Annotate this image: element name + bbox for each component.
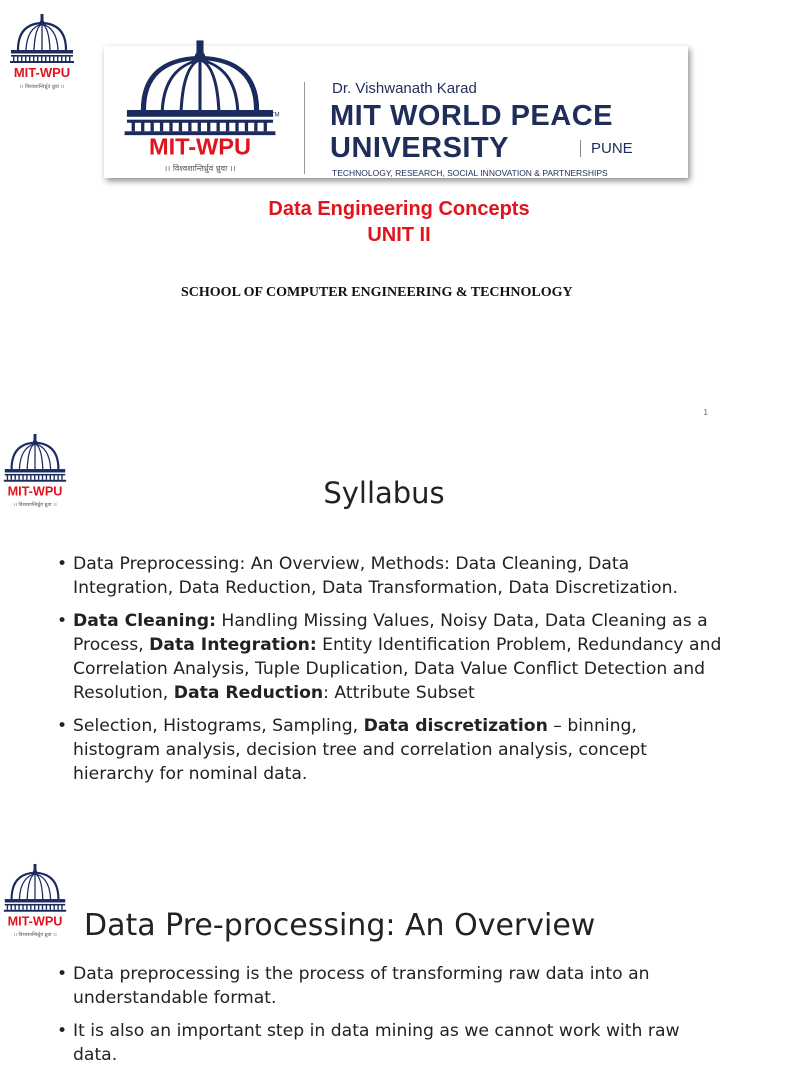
banner-subtitle: Dr. Vishwanath Karad	[332, 80, 477, 97]
bullet-item	[57, 552, 725, 601]
banner-divider	[304, 82, 305, 174]
dome-crest-icon	[2, 12, 82, 92]
banner-tagline: TECHNOLOGY, RESEARCH, SOCIAL INNOVATION & PARTNERSHIPS	[332, 168, 608, 178]
bullet-text: – binning, histogram analysis, decision tree and correlation analysis, concept hierarchy for nominal data.	[73, 715, 647, 785]
school-name: SCHOOL OF COMPUTER ENGINEERING & TECHNOLOGY	[181, 285, 573, 300]
bullet-bold-term: Data Cleaning:	[73, 610, 216, 631]
logo-motto: ।। विश्वशान्तिर्ध्रुवं ध्रुवा ।।	[13, 932, 57, 939]
logo-motto: ।। विश्वशान्तिर्ध्रुवं ध्रुवा ।।	[19, 84, 65, 90]
bullet-text: : Attribute Subset	[323, 683, 475, 704]
bullet-text: Handling Missing Values, Noisy Data, Data Cleaning as a Process,	[73, 610, 708, 655]
syllabus-bullet-list	[57, 552, 725, 795]
banner-logo-motto: ।। विश्वशान्तिर्ध्रुवं ध्रुवा ।।	[164, 163, 236, 173]
banner-university-line2: UNIVERSITY	[330, 132, 510, 164]
banner-logo-wordmark: MIT-WPU	[148, 133, 252, 160]
logo-motto: ।। विश्वशान्तिर्ध्रुवं ध्रुवा ।।	[13, 502, 57, 509]
banner-dome-crest-icon	[104, 46, 296, 178]
bullet-item	[57, 962, 725, 1011]
overview-bullet-list	[57, 962, 725, 1075]
bullet-item	[57, 714, 725, 787]
trademark-mark: TM	[270, 111, 280, 119]
slide-heading: Data Pre-processing: An Overview	[84, 908, 596, 943]
bullet-text: Entity Identification Problem, Redundancy and Correlation Analysis, Tuple Duplication, Data Value Conflict Detection and Resolution,	[73, 634, 722, 704]
mit-wpu-logo	[2, 12, 82, 92]
page-number: 1	[703, 408, 708, 417]
bullet-bold-term: Data discretization	[363, 715, 548, 736]
banner-city: PUNE	[580, 140, 633, 157]
title-slide	[0, 0, 768, 430]
logo-wordmark: MIT-WPU	[7, 914, 63, 929]
university-banner	[104, 46, 688, 178]
dome-crest-icon	[0, 862, 74, 940]
unit-title: UNIT II	[367, 224, 431, 246]
logo-wordmark: MIT-WPU	[7, 484, 63, 499]
bullet-text: Data Preprocessing: An Overview, Methods: Data Cleaning, Data Integration, Data Reduction, Data Transformation, Data Discretization.	[73, 554, 678, 599]
bullet-text: Data preprocessing is the process of transforming raw data into an understandable format.	[73, 964, 650, 1009]
course-title: Data Engineering Concepts	[268, 198, 530, 220]
slide-heading: Syllabus	[323, 476, 445, 510]
overview-slide	[0, 862, 768, 1065]
bullet-bold-term: Data Integration:	[149, 634, 317, 655]
mit-wpu-logo	[0, 862, 74, 940]
logo-wordmark: MIT-WPU	[13, 65, 71, 80]
bullet-item	[57, 1019, 725, 1068]
bullet-text: Selection, Histograms, Sampling,	[73, 715, 364, 736]
banner-university-line1: MIT WORLD PEACE	[330, 100, 613, 132]
bullet-text: It is also an important step in data mining as we cannot work with raw data.	[73, 1020, 680, 1065]
bullet-bold-term: Data Reduction	[173, 683, 324, 704]
bullet-item	[57, 609, 725, 706]
syllabus-slide	[0, 432, 768, 852]
